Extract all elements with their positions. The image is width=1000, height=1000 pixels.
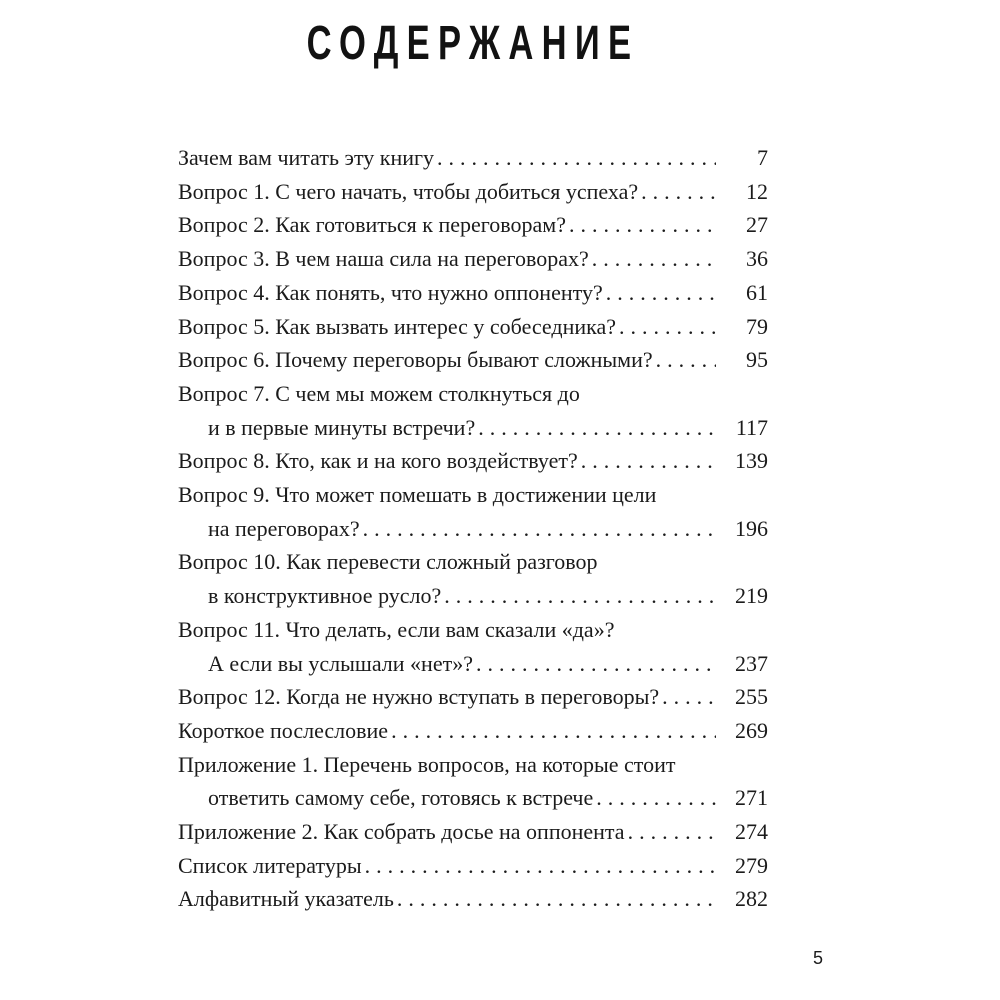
toc-entry-page-number: 237	[735, 650, 768, 676]
toc-entry	[178, 310, 768, 344]
toc-entry-page-number: 61	[746, 279, 768, 305]
toc-entry-title: Короткое послесловие	[178, 717, 389, 743]
toc-entry-title: Алфавитный указатель	[178, 886, 394, 912]
toc-entry-main-line	[178, 680, 768, 714]
toc-entry	[178, 882, 768, 916]
toc-entry-page-number: 79	[746, 313, 768, 339]
toc-entry-line: Вопрос 7. С чем мы можем столкнуться до	[178, 380, 580, 406]
toc-entry-page-number: 95	[746, 347, 768, 373]
dot-leader-icon	[656, 343, 716, 377]
toc-entry	[178, 444, 768, 478]
toc-entry-page-number: 36	[746, 246, 768, 272]
toc-entry	[178, 343, 768, 377]
toc-entry-page-number: 279	[735, 852, 768, 878]
toc-entry-title: и в первые минуты встречи?	[208, 414, 476, 440]
dot-leader-icon	[628, 815, 716, 849]
toc-entry-title: А если вы услышали «нет»?	[208, 650, 473, 676]
toc-entry-title: Вопрос 8. Кто, как и на кого воздействует?	[178, 448, 578, 474]
toc-entry-main-line	[178, 310, 768, 344]
toc-entry	[178, 141, 768, 175]
toc-entry-main-line	[178, 849, 768, 883]
toc-entry-main-line	[178, 579, 768, 613]
toc-entry-main-line	[178, 175, 768, 209]
toc-entry	[178, 815, 768, 849]
toc-entry-page-number: 117	[735, 414, 768, 440]
toc-entry	[178, 545, 768, 612]
toc-entry-page-number: 27	[746, 212, 768, 238]
toc-entry-line: Приложение 1. Перечень вопросов, на которые стоит	[178, 751, 676, 777]
toc-entry-title: ответить самому себе, готовясь к встрече	[208, 785, 594, 811]
dot-leader-icon	[581, 444, 716, 478]
toc-entry-main-line	[178, 276, 768, 310]
toc-entry-title: Список литературы	[178, 852, 362, 878]
toc-entry-main-line	[178, 714, 768, 748]
toc-entry-main-line	[178, 815, 768, 849]
toc-entry-main-line	[178, 781, 768, 815]
dot-leader-icon	[365, 849, 716, 883]
dot-leader-icon	[569, 208, 716, 242]
toc-entry	[178, 242, 768, 276]
toc-entry	[178, 478, 768, 545]
dot-leader-icon	[662, 680, 716, 714]
dot-leader-icon	[478, 411, 716, 445]
toc-entry-main-line	[178, 242, 768, 276]
toc-list	[178, 141, 768, 916]
toc-entry-page-number: 274	[735, 819, 768, 845]
toc-entry-title: Зачем вам читать эту книгу	[178, 145, 435, 170]
dot-leader-icon	[641, 175, 716, 209]
toc-entry-title: Вопрос 3. В чем наша сила на переговорах?	[178, 246, 589, 272]
toc-entry-title: Вопрос 4. Как понять, что нужно оппоненту?	[178, 279, 603, 305]
toc-entry	[178, 849, 768, 883]
dot-leader-icon	[596, 781, 716, 815]
toc-entry-page-number: 196	[735, 515, 768, 541]
dot-leader-icon	[592, 242, 716, 276]
toc-entry	[178, 613, 768, 680]
toc-entry-title: Вопрос 6. Почему переговоры бывают сложными?	[178, 347, 653, 373]
toc-entry	[178, 680, 768, 714]
toc-entry	[178, 175, 768, 209]
dot-leader-icon	[391, 714, 716, 748]
toc-entry-line: Вопрос 11. Что делать, если вам сказали «да»?	[178, 616, 615, 642]
dot-leader-icon	[606, 276, 716, 310]
toc-entry-page-number: 271	[735, 785, 768, 811]
toc-entry	[178, 208, 768, 242]
toc-entry-title: Вопрос 1. С чего начать, чтобы добиться успеха?	[178, 178, 639, 204]
toc-entry-page-number: 269	[735, 717, 768, 743]
toc-entry	[178, 714, 768, 748]
toc-entry-title: Приложение 2. Как собрать досье на оппонента	[178, 819, 625, 845]
toc-entry-main-line	[178, 411, 768, 445]
toc-entry-main-line	[178, 141, 768, 175]
toc-entry-page-number: 12	[746, 178, 768, 204]
dot-leader-icon	[437, 141, 716, 175]
toc-entry-page-number: 139	[735, 448, 768, 474]
toc-entry-page-number: 219	[735, 583, 768, 609]
toc-entry	[178, 377, 768, 444]
toc-entry-title: Вопрос 5. Как вызвать интерес у собеседника?	[178, 313, 617, 339]
toc-entry-line: Вопрос 10. Как перевести сложный разговор	[178, 549, 598, 575]
page-number: 5	[812, 948, 823, 968]
toc-entry-main-line	[178, 208, 768, 242]
toc-entry-main-line	[178, 444, 768, 478]
toc-entry-page-number: 7	[757, 145, 768, 170]
dot-leader-icon	[619, 310, 716, 344]
toc-entry-title: на переговорах?	[208, 515, 360, 541]
dot-leader-icon	[476, 647, 716, 681]
toc-entry-line: Вопрос 9. Что может помешать в достижении цели	[178, 482, 657, 508]
dot-leader-icon	[397, 882, 716, 916]
dot-leader-icon	[444, 579, 716, 613]
toc-entry-main-line	[178, 647, 768, 681]
toc-entry-main-line	[178, 343, 768, 377]
dot-leader-icon	[363, 512, 716, 546]
toc-entry	[178, 748, 768, 815]
toc-entry-main-line	[178, 882, 768, 916]
toc-entry-page-number: 255	[735, 684, 768, 710]
toc-entry	[178, 276, 768, 310]
toc-entry-page-number: 282	[735, 886, 768, 912]
toc-entry-main-line	[178, 512, 768, 546]
toc-entry-title: Вопрос 12. Когда не нужно вступать в переговоры?	[178, 684, 660, 710]
toc-entry-title: в конструктивное русло?	[208, 583, 442, 609]
toc-entry-title: Вопрос 2. Как готовиться к переговорам?	[178, 212, 566, 238]
page-title: СОДЕРЖАНИЕ	[306, 17, 640, 70]
